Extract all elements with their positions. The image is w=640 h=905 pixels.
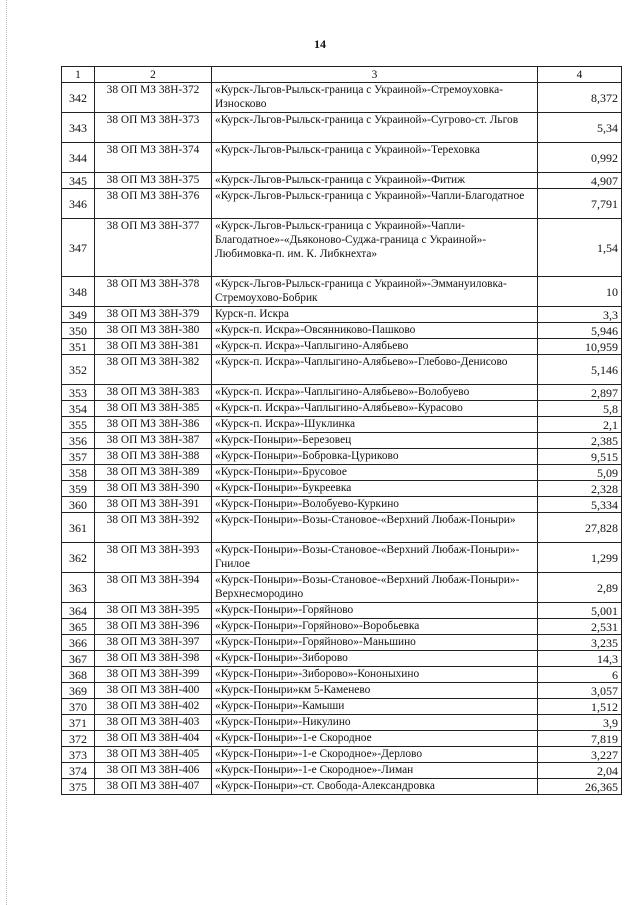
road-length-cell: 2,897 — [538, 385, 622, 401]
route-name-cell: «Курск-п. Искра»-Чаплыгино-Алябьево»-Курасово — [212, 401, 538, 417]
route-name-cell: «Курск-Поныри»-Бобровка-Цуриково — [212, 449, 538, 465]
row-number-cell: 362 — [62, 543, 95, 573]
column-header-length: 4 — [538, 67, 622, 83]
road-length-cell: 5,001 — [538, 603, 622, 619]
road-code-cell: 38 ОП МЗ 38Н-398 — [95, 651, 212, 667]
table-row — [62, 417, 622, 433]
road-length-cell: 2,531 — [538, 619, 622, 635]
road-code-cell: 38 ОП МЗ 38Н-391 — [95, 497, 212, 513]
road-length-cell: 3,9 — [538, 715, 622, 731]
route-name-cell: «Курск-п. Искра»-Чаплыгино-Алябьево»-Волобуево — [212, 385, 538, 401]
route-name-cell: Курск-п. Искра — [212, 307, 538, 323]
row-number-cell: 352 — [62, 355, 95, 385]
route-name-cell: «Курск-Поныри»-ст. Свобода-Александровка — [212, 779, 538, 795]
row-number-cell: 347 — [62, 219, 95, 277]
table-row — [62, 83, 622, 113]
route-name-cell: «Курск-Поныри»-Горяйново — [212, 603, 538, 619]
route-name-cell: «Курск-Поныри»-1-е Скородное — [212, 731, 538, 747]
row-number-cell: 375 — [62, 779, 95, 795]
road-code-cell: 38 ОП МЗ 38Н-403 — [95, 715, 212, 731]
road-length-cell: 1,299 — [538, 543, 622, 573]
table-row — [62, 219, 622, 277]
row-number-cell: 356 — [62, 433, 95, 449]
table-row — [62, 339, 622, 355]
row-number-cell: 357 — [62, 449, 95, 465]
route-name-cell: «Курск-Поныри»-Камыши — [212, 699, 538, 715]
road-length-cell: 2,328 — [538, 481, 622, 497]
road-code-cell: 38 ОП МЗ 38Н-377 — [95, 219, 212, 277]
table-row — [62, 189, 622, 219]
table-row — [62, 763, 622, 779]
scan-margin-line — [6, 0, 7, 905]
row-number-cell: 359 — [62, 481, 95, 497]
road-code-cell: 38 ОП МЗ 38Н-402 — [95, 699, 212, 715]
route-name-cell: «Курск-Поныри»-1-е Скородное»-Лиман — [212, 763, 538, 779]
row-number-cell: 367 — [62, 651, 95, 667]
table-row — [62, 651, 622, 667]
column-header-number: 1 — [62, 67, 95, 83]
road-code-cell: 38 ОП МЗ 38Н-379 — [95, 307, 212, 323]
page-number: 14 — [314, 37, 326, 51]
road-code-cell: 38 ОП МЗ 38Н-404 — [95, 731, 212, 747]
road-length-cell: 0,992 — [538, 143, 622, 173]
road-code-cell: 38 ОП МЗ 38Н-385 — [95, 401, 212, 417]
road-length-cell: 5,8 — [538, 401, 622, 417]
road-length-cell: 2,89 — [538, 573, 622, 603]
road-code-cell: 38 ОП МЗ 38Н-388 — [95, 449, 212, 465]
road-length-cell: 2,1 — [538, 417, 622, 433]
route-name-cell: «Курск-Льгов-Рыльск-граница с Украиной»-Фитиж — [212, 173, 538, 189]
route-name-cell: «Курск-п. Искра»-Овсянниково-Пашково — [212, 323, 538, 339]
road-code-cell: 38 ОП МЗ 38Н-405 — [95, 747, 212, 763]
row-number-cell: 369 — [62, 683, 95, 699]
row-number-cell: 346 — [62, 189, 95, 219]
road-code-cell: 38 ОП МЗ 38Н-407 — [95, 779, 212, 795]
table-row — [62, 573, 622, 603]
road-code-cell: 38 ОП МЗ 38Н-396 — [95, 619, 212, 635]
road-length-cell: 5,146 — [538, 355, 622, 385]
road-length-cell: 9,515 — [538, 449, 622, 465]
road-length-cell: 1,512 — [538, 699, 622, 715]
row-number-cell: 372 — [62, 731, 95, 747]
row-number-cell: 348 — [62, 277, 95, 307]
table-row — [62, 635, 622, 651]
table-row — [62, 401, 622, 417]
table-row — [62, 433, 622, 449]
table-row — [62, 497, 622, 513]
table-row — [62, 449, 622, 465]
table-row — [62, 113, 622, 143]
road-code-cell: 38 ОП МЗ 38Н-372 — [95, 83, 212, 113]
row-number-cell: 350 — [62, 323, 95, 339]
road-length-cell: 3,3 — [538, 307, 622, 323]
road-length-cell: 1,54 — [538, 219, 622, 277]
route-name-cell: «Курск-п. Искра»-Чаплыгино-Алябьево»-Глебово-Денисово — [212, 355, 538, 385]
road-code-cell: 38 ОП МЗ 38Н-400 — [95, 683, 212, 699]
table-row — [62, 143, 622, 173]
road-length-cell: 4,907 — [538, 173, 622, 189]
route-name-cell: «Курск-Поныри»-Горяйново»-Маньшино — [212, 635, 538, 651]
road-length-cell: 3,057 — [538, 683, 622, 699]
road-length-cell: 7,791 — [538, 189, 622, 219]
road-code-cell: 38 ОП МЗ 38Н-375 — [95, 173, 212, 189]
road-code-cell: 38 ОП МЗ 38Н-381 — [95, 339, 212, 355]
route-name-cell: «Курск-Льгов-Рыльск-граница с Украиной»-Чапли-Благодатное — [212, 189, 538, 219]
row-number-cell: 360 — [62, 497, 95, 513]
table-row — [62, 747, 622, 763]
table-row — [62, 683, 622, 699]
table-row — [62, 277, 622, 307]
table-row — [62, 715, 622, 731]
table-row — [62, 513, 622, 543]
road-code-cell: 38 ОП МЗ 38Н-395 — [95, 603, 212, 619]
row-number-cell: 374 — [62, 763, 95, 779]
row-number-cell: 342 — [62, 83, 95, 113]
road-length-cell: 10,959 — [538, 339, 622, 355]
table-row — [62, 465, 622, 481]
road-code-cell: 38 ОП МЗ 38Н-394 — [95, 573, 212, 603]
road-code-cell: 38 ОП МЗ 38Н-406 — [95, 763, 212, 779]
route-name-cell: «Курск-п. Искра»-Шуклинка — [212, 417, 538, 433]
road-length-cell: 14,3 — [538, 651, 622, 667]
table-row — [62, 307, 622, 323]
road-code-cell: 38 ОП МЗ 38Н-373 — [95, 113, 212, 143]
road-length-cell: 5,34 — [538, 113, 622, 143]
route-name-cell: «Курск-Поныри»-Букреевка — [212, 481, 538, 497]
route-name-cell: «Курск-Льгов-Рыльск-граница с Украиной»-Эммануиловка-Стремоухово-Бобрик — [212, 277, 538, 307]
table-row — [62, 543, 622, 573]
road-code-cell: 38 ОП МЗ 38Н-389 — [95, 465, 212, 481]
row-number-cell: 358 — [62, 465, 95, 481]
roads-table — [61, 66, 622, 795]
row-number-cell: 344 — [62, 143, 95, 173]
row-number-cell: 361 — [62, 513, 95, 543]
road-code-cell: 38 ОП МЗ 38Н-393 — [95, 543, 212, 573]
road-length-cell: 7,819 — [538, 731, 622, 747]
row-number-cell: 368 — [62, 667, 95, 683]
road-code-cell: 38 ОП МЗ 38Н-399 — [95, 667, 212, 683]
road-length-cell: 27,828 — [538, 513, 622, 543]
column-header-code: 2 — [95, 67, 212, 83]
route-name-cell: «Курск-п. Искра»-Чаплыгино-Алябьево — [212, 339, 538, 355]
road-code-cell: 38 ОП МЗ 38Н-392 — [95, 513, 212, 543]
route-name-cell: «Курск-Поныри»км 5-Каменево — [212, 683, 538, 699]
road-length-cell: 2,04 — [538, 763, 622, 779]
route-name-cell: «Курск-Поныри»-Волобуево-Куркино — [212, 497, 538, 513]
road-code-cell: 38 ОП МЗ 38Н-374 — [95, 143, 212, 173]
row-number-cell: 351 — [62, 339, 95, 355]
row-number-cell: 364 — [62, 603, 95, 619]
row-number-cell: 366 — [62, 635, 95, 651]
road-length-cell: 8,372 — [538, 83, 622, 113]
road-code-cell: 38 ОП МЗ 38Н-376 — [95, 189, 212, 219]
row-number-cell: 371 — [62, 715, 95, 731]
road-code-cell: 38 ОП МЗ 38Н-380 — [95, 323, 212, 339]
road-code-cell: 38 ОП МЗ 38Н-390 — [95, 481, 212, 497]
table-row — [62, 323, 622, 339]
route-name-cell: «Курск-Льгов-Рыльск-граница с Украиной»-Стремоуховка-Износково — [212, 83, 538, 113]
road-length-cell: 3,235 — [538, 635, 622, 651]
row-number-cell: 345 — [62, 173, 95, 189]
column-header-route: 3 — [212, 67, 538, 83]
road-code-cell: 38 ОП МЗ 38Н-378 — [95, 277, 212, 307]
road-code-cell: 38 ОП МЗ 38Н-397 — [95, 635, 212, 651]
table-row — [62, 731, 622, 747]
table-header-row — [62, 67, 622, 83]
route-name-cell: «Курск-Поныри»-Возы-Становое-«Верхний Любаж-Поныри»-Верхнесмородино — [212, 573, 538, 603]
table-row — [62, 481, 622, 497]
table-row — [62, 173, 622, 189]
road-length-cell: 2,385 — [538, 433, 622, 449]
road-code-cell: 38 ОП МЗ 38Н-386 — [95, 417, 212, 433]
road-length-cell: 5,09 — [538, 465, 622, 481]
row-number-cell: 343 — [62, 113, 95, 143]
row-number-cell: 354 — [62, 401, 95, 417]
route-name-cell: «Курск-Поныри»-Зиборово»-Кононыхино — [212, 667, 538, 683]
route-name-cell: «Курск-Поныри»-Горяйново»-Воробьевка — [212, 619, 538, 635]
road-length-cell: 5,946 — [538, 323, 622, 339]
row-number-cell: 353 — [62, 385, 95, 401]
road-length-cell: 3,227 — [538, 747, 622, 763]
road-length-cell: 6 — [538, 667, 622, 683]
road-length-cell: 26,365 — [538, 779, 622, 795]
route-name-cell: «Курск-Поныри»-Березовец — [212, 433, 538, 449]
row-number-cell: 370 — [62, 699, 95, 715]
road-code-cell: 38 ОП МЗ 38Н-382 — [95, 355, 212, 385]
route-name-cell: «Курск-Поныри»-Никулино — [212, 715, 538, 731]
route-name-cell: «Курск-Поныри»-Возы-Становое-«Верхний Любаж-Поныри»-Гнилое — [212, 543, 538, 573]
route-name-cell: «Курск-Поныри»-1-е Скородное»-Дерлово — [212, 747, 538, 763]
route-name-cell: «Курск-Поныри»-Возы-Становое-«Верхний Любаж-Поныри» — [212, 513, 538, 543]
route-name-cell: «Курск-Льгов-Рыльск-граница с Украиной»-Сугрово-ст. Льгов — [212, 113, 538, 143]
table-row — [62, 699, 622, 715]
table-row — [62, 603, 622, 619]
row-number-cell: 355 — [62, 417, 95, 433]
row-number-cell: 365 — [62, 619, 95, 635]
table-row — [62, 355, 622, 385]
table-row — [62, 619, 622, 635]
table-row — [62, 667, 622, 683]
route-name-cell: «Курск-Поныри»-Брусовое — [212, 465, 538, 481]
route-name-cell: «Курск-Поныри»-Зиборово — [212, 651, 538, 667]
route-name-cell: «Курск-Льгов-Рыльск-граница с Украиной»-Чапли-Благодатное»-«Дьяконово-Суджа-граница с Украиной»-Любимовка-п. им. К. Либкнехта» — [212, 219, 538, 277]
row-number-cell: 349 — [62, 307, 95, 323]
road-code-cell: 38 ОП МЗ 38Н-383 — [95, 385, 212, 401]
road-length-cell: 10 — [538, 277, 622, 307]
road-code-cell: 38 ОП МЗ 38Н-387 — [95, 433, 212, 449]
road-length-cell: 5,334 — [538, 497, 622, 513]
table-row — [62, 385, 622, 401]
row-number-cell: 363 — [62, 573, 95, 603]
row-number-cell: 373 — [62, 747, 95, 763]
route-name-cell: «Курск-Льгов-Рыльск-граница с Украиной»-Тереховка — [212, 143, 538, 173]
table-row — [62, 779, 622, 795]
